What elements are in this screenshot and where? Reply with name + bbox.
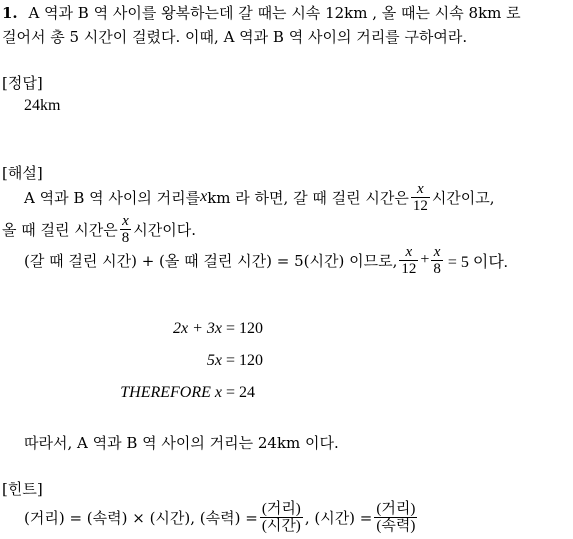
hint-line	[24, 497, 419, 537]
fraction-numerator: (거리)	[261, 500, 301, 517]
problem-text-2: 걸어서 총 5 시간이 걸렸다. 이때, A 역과 B 역 사이의 거리를 구하여라.	[2, 28, 468, 46]
explanation-l1-c: 시간이고,	[431, 188, 495, 207]
fraction-numerator: x	[120, 213, 132, 230]
fraction-denominator: 8	[433, 260, 441, 277]
fraction-distance-over-speed	[374, 501, 417, 534]
fraction-denominator: 12	[401, 260, 417, 277]
equation-1-rhs: = 120	[226, 320, 264, 337]
equation-2-lhs: 5x	[206, 352, 222, 369]
equation-2-rhs: = 120	[226, 352, 264, 369]
explanation-l1-a: A 역과 B 역 사이의 거리를	[24, 188, 201, 207]
fraction-x-over-8	[431, 244, 443, 277]
explanation-l2-b: 시간이다.	[133, 220, 196, 239]
explanation-line-1	[24, 179, 495, 215]
answer-header: [정답]	[2, 74, 43, 92]
fraction-x-over-12	[411, 181, 430, 214]
problem-line-1	[2, 2, 521, 23]
fraction-denominator: (시간)	[261, 517, 301, 534]
explanation-conclusion: 따라서, A 역과 B 역 사이의 거리는 24km 이다.	[24, 434, 339, 452]
explanation-l2-a: 올 때 걸린 시간은	[2, 220, 118, 239]
fraction-numerator: x	[431, 244, 443, 261]
explanation-header: [해설]	[2, 164, 43, 182]
fraction-numerator: (거리)	[376, 500, 416, 517]
fraction-denominator: 12	[412, 197, 428, 214]
fraction-x-over-8	[120, 213, 132, 246]
equation-3-rhs: = 24	[226, 384, 256, 401]
answer-value: 24km	[24, 97, 61, 114]
fraction-numerator: x	[411, 181, 430, 198]
variable-x: x	[200, 188, 208, 205]
problem-number: 1.	[2, 4, 18, 22]
explanation-l3-a: (갈 때 걸린 시간) + (올 때 걸린 시간) = 5(시간) 이므로,	[24, 251, 398, 270]
fraction-distance-over-time	[260, 501, 303, 534]
hint-part-2: , (시간) =	[304, 508, 373, 527]
fraction-denominator: (속력)	[376, 517, 416, 534]
explanation-line-3	[24, 242, 508, 278]
fraction-x-over-12	[399, 244, 418, 277]
problem-text-1: A 역과 B 역 사이를 왕복하는데 갈 때는 시속 12km , 올 때는 시속 8km 로	[28, 4, 521, 22]
plus-sign: +	[420, 251, 430, 268]
explanation-l3-b: = 5 이다.	[447, 253, 508, 271]
fraction-denominator: 8	[121, 229, 130, 246]
hint-header: [힌트]	[2, 480, 43, 498]
equation-1-lhs: 2x + 3x	[173, 320, 222, 337]
explanation-l1-b: km 라 하면, 갈 때 걸린 시간은	[207, 188, 409, 207]
hint-part-1: (거리) = (속력) × (시간), (속력) =	[24, 508, 258, 527]
equation-3-lhs: THEREFORE x	[120, 384, 222, 401]
fraction-numerator: x	[399, 244, 418, 261]
